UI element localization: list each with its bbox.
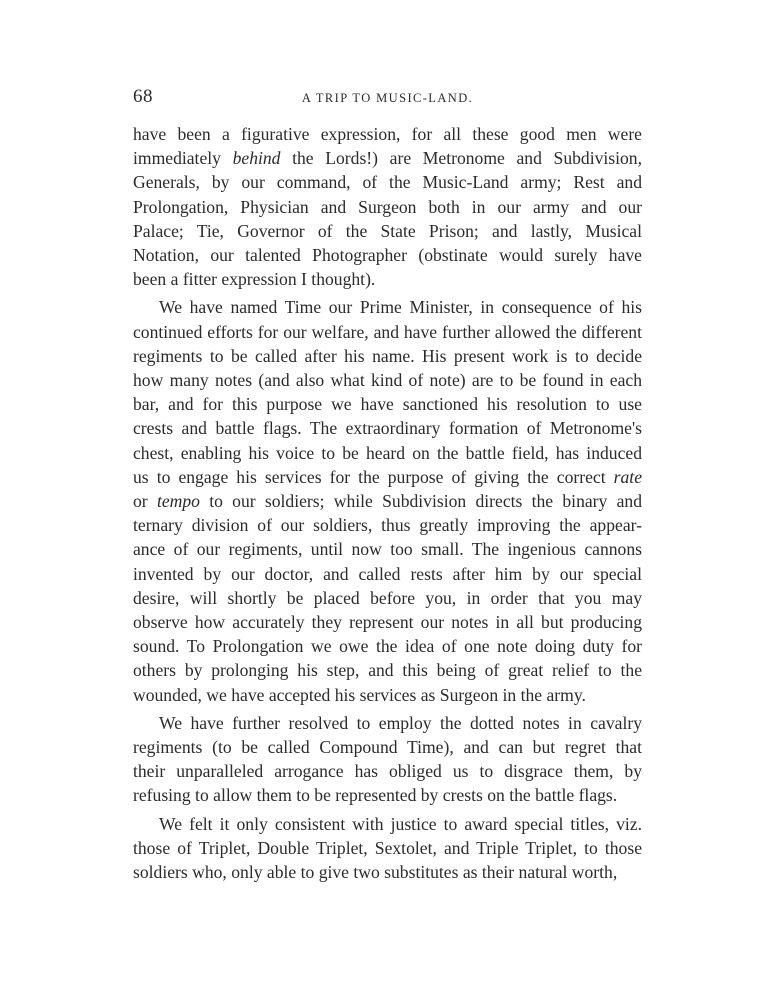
- text-segment: to our soldiers; while Subdivision directs the binary and: [199, 491, 643, 512]
- text-line: Prolongation, Physician and Surgeon both in our army and our: [133, 196, 642, 217]
- text-line: bar, and for this purpose we have sanctioned his resolution to use: [133, 394, 642, 415]
- text-line: regiments (to be called Compound Time), and can but regret that: [133, 737, 642, 758]
- text-line: continued efforts for our welfare, and have further allowed the different: [133, 321, 642, 342]
- text-segment: us to engage his services for the purpose of giving the correct: [133, 466, 614, 487]
- paragraph: [133, 812, 642, 885]
- text-line: desire, will shortly be placed before you, in order that you may: [133, 587, 642, 608]
- text-line: how many notes (and also what kind of note) are to be found in each: [133, 370, 642, 391]
- text-line: ternary division of our soldiers, thus greatly improving the appear-: [133, 515, 642, 536]
- text-line: their unparalleled arrogance has obliged us to disgrace them, by: [133, 761, 642, 782]
- text-line: [133, 146, 642, 170]
- text-line: Palace; Tie, Governor of the State Prison; and lastly, Musical: [133, 220, 642, 241]
- text-segment: immediately: [133, 148, 233, 169]
- italic-word: behind: [232, 148, 281, 169]
- paragraph: [133, 711, 642, 808]
- text-line: have been a figurative expression, for all these good men were: [133, 124, 642, 144]
- text-line: crests and battle flags. The extraordinary formation of Metronome's: [133, 418, 642, 439]
- body-text: [133, 122, 642, 888]
- page-header: [133, 86, 642, 112]
- text-line: [133, 489, 642, 513]
- running-head: A TRIP TO MUSIC-LAND.: [301, 91, 474, 105]
- text-line: ance of our regiments, until now too small. The ingenious cannons: [133, 539, 642, 560]
- italic-word: rate: [613, 466, 642, 487]
- text-line: those of Triplet, Double Triplet, Sextolet, and Triple Triplet, to those: [133, 837, 642, 858]
- text-line: We felt it only consistent with justice to award special titles, viz.: [159, 813, 642, 834]
- text-line: invented by our doctor, and called rests after him by our special: [133, 563, 642, 584]
- page-number: 68: [133, 86, 153, 107]
- text-line: [133, 465, 642, 489]
- text-line: refusing to allow them to be represented by crests on the battle flags.: [133, 785, 618, 806]
- text-line: observe how accurately they represent our notes in all but producing: [133, 612, 642, 633]
- text-line: been a fitter expression I thought).: [133, 269, 376, 290]
- italic-word: tempo: [156, 491, 200, 512]
- text-line: wounded, we have accepted his services as Surgeon in the army.: [133, 684, 586, 705]
- text-line: We have further resolved to employ the dotted notes in cavalry: [159, 712, 642, 733]
- paragraph: [133, 295, 642, 706]
- paragraph: [133, 122, 642, 291]
- text-line: Generals, by our command, of the Music-Land army; Rest and: [133, 172, 642, 193]
- text-line: others by prolonging his step, and this being of great relief to the: [133, 660, 642, 681]
- text-line: sound. To Prolongation we owe the idea of one note doing duty for: [133, 636, 642, 657]
- text-line: soldiers who, only able to give two substitutes as their natural worth,: [133, 862, 618, 883]
- text-segment: or: [133, 491, 157, 512]
- text-line: chest, enabling his voice to be heard on the battle field, has induced: [133, 442, 642, 463]
- text-line: Notation, our talented Photographer (obstinate would surely have: [133, 245, 642, 266]
- text-line: regiments to be called after his name. His present work is to decide: [133, 345, 642, 366]
- text-segment: the Lords!) are Metronome and Subdivision,: [280, 148, 643, 169]
- text-line: We have named Time our Prime Minister, in consequence of his: [159, 297, 642, 318]
